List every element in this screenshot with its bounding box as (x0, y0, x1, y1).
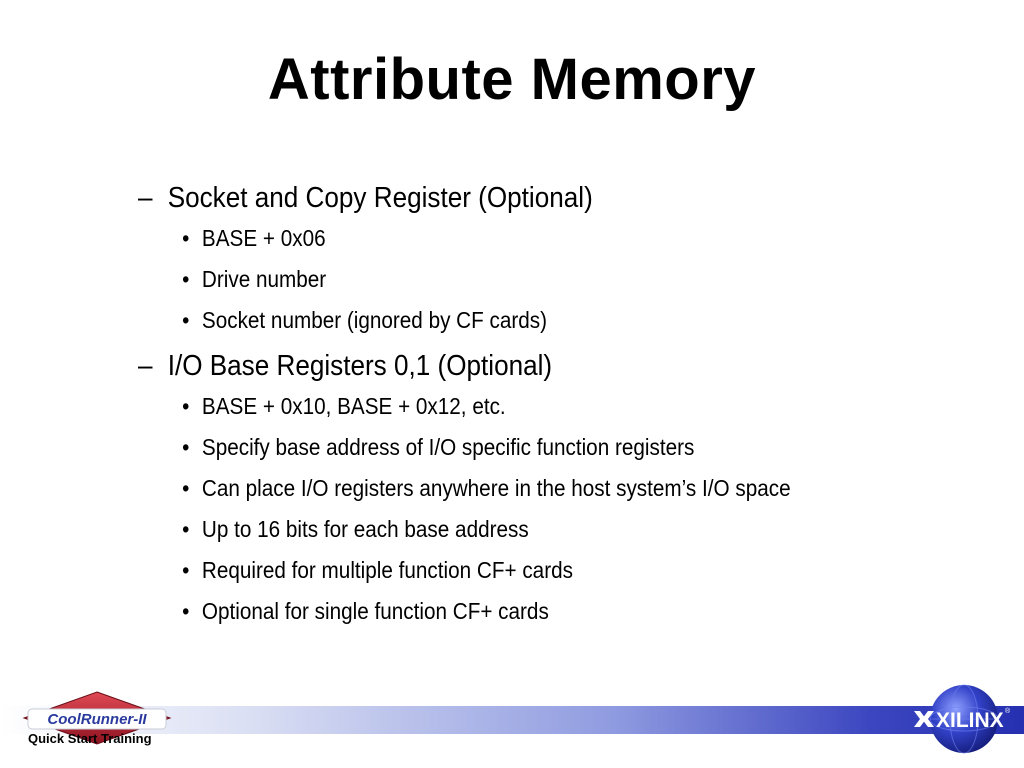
bullet-text: BASE + 0x06 (201, 225, 326, 251)
section-io-base-registers (138, 346, 998, 632)
section-heading-text: Socket and Copy Register (Optional) (167, 182, 593, 214)
bullet-marker: • (182, 225, 190, 251)
bullet-item (138, 300, 912, 341)
coolrunner-logo-text: CoolRunner-II (47, 711, 147, 728)
bullet-text: Required for multiple function CF+ cards (201, 557, 573, 583)
bullet-marker: • (182, 516, 190, 542)
slide-title: Attribute Memory (267, 47, 757, 112)
bullet-marker: • (182, 475, 190, 501)
bullet-item (138, 386, 912, 427)
bullet-marker: • (182, 557, 190, 583)
bullet-text: BASE + 0x10, BASE + 0x12, etc. (201, 393, 506, 419)
bullet-text: Can place I/O registers anywhere in the host system’s I/O space (201, 475, 791, 501)
bullet-text: Socket number (ignored by CF cards) (201, 307, 548, 333)
bullet-marker: • (182, 393, 190, 419)
bullet-marker: • (182, 434, 190, 460)
footer-caption: Quick Start Training (28, 731, 152, 746)
section-heading-text: I/O Base Registers 0,1 (Optional) (167, 350, 553, 382)
section-socket-copy-register (138, 178, 998, 341)
bullet-marker: • (182, 598, 190, 624)
section-heading (138, 346, 912, 386)
registered-mark: ® (1005, 708, 1011, 715)
bullet-text: Optional for single function CF+ cards (201, 598, 549, 624)
bullet-item (138, 468, 912, 509)
bullet-item (138, 591, 912, 632)
bullet-item (138, 427, 912, 468)
bullet-text: Up to 16 bits for each base address (201, 516, 529, 542)
dash-marker: – (138, 350, 153, 382)
dash-marker: – (138, 182, 153, 214)
bullet-text: Specify base address of I/O specific function registers (201, 434, 695, 460)
bullet-item (138, 550, 912, 591)
bullet-item (138, 218, 912, 259)
bullet-marker: • (182, 307, 190, 333)
slide-content (138, 178, 998, 632)
xilinx-logo-text: XILINX (936, 709, 1004, 732)
bullet-marker: • (182, 266, 190, 292)
section-heading (138, 178, 912, 218)
bullet-item (138, 259, 912, 300)
xilinx-globe-icon (906, 683, 1016, 759)
bullet-item (138, 509, 912, 550)
bullet-text: Drive number (201, 266, 327, 292)
